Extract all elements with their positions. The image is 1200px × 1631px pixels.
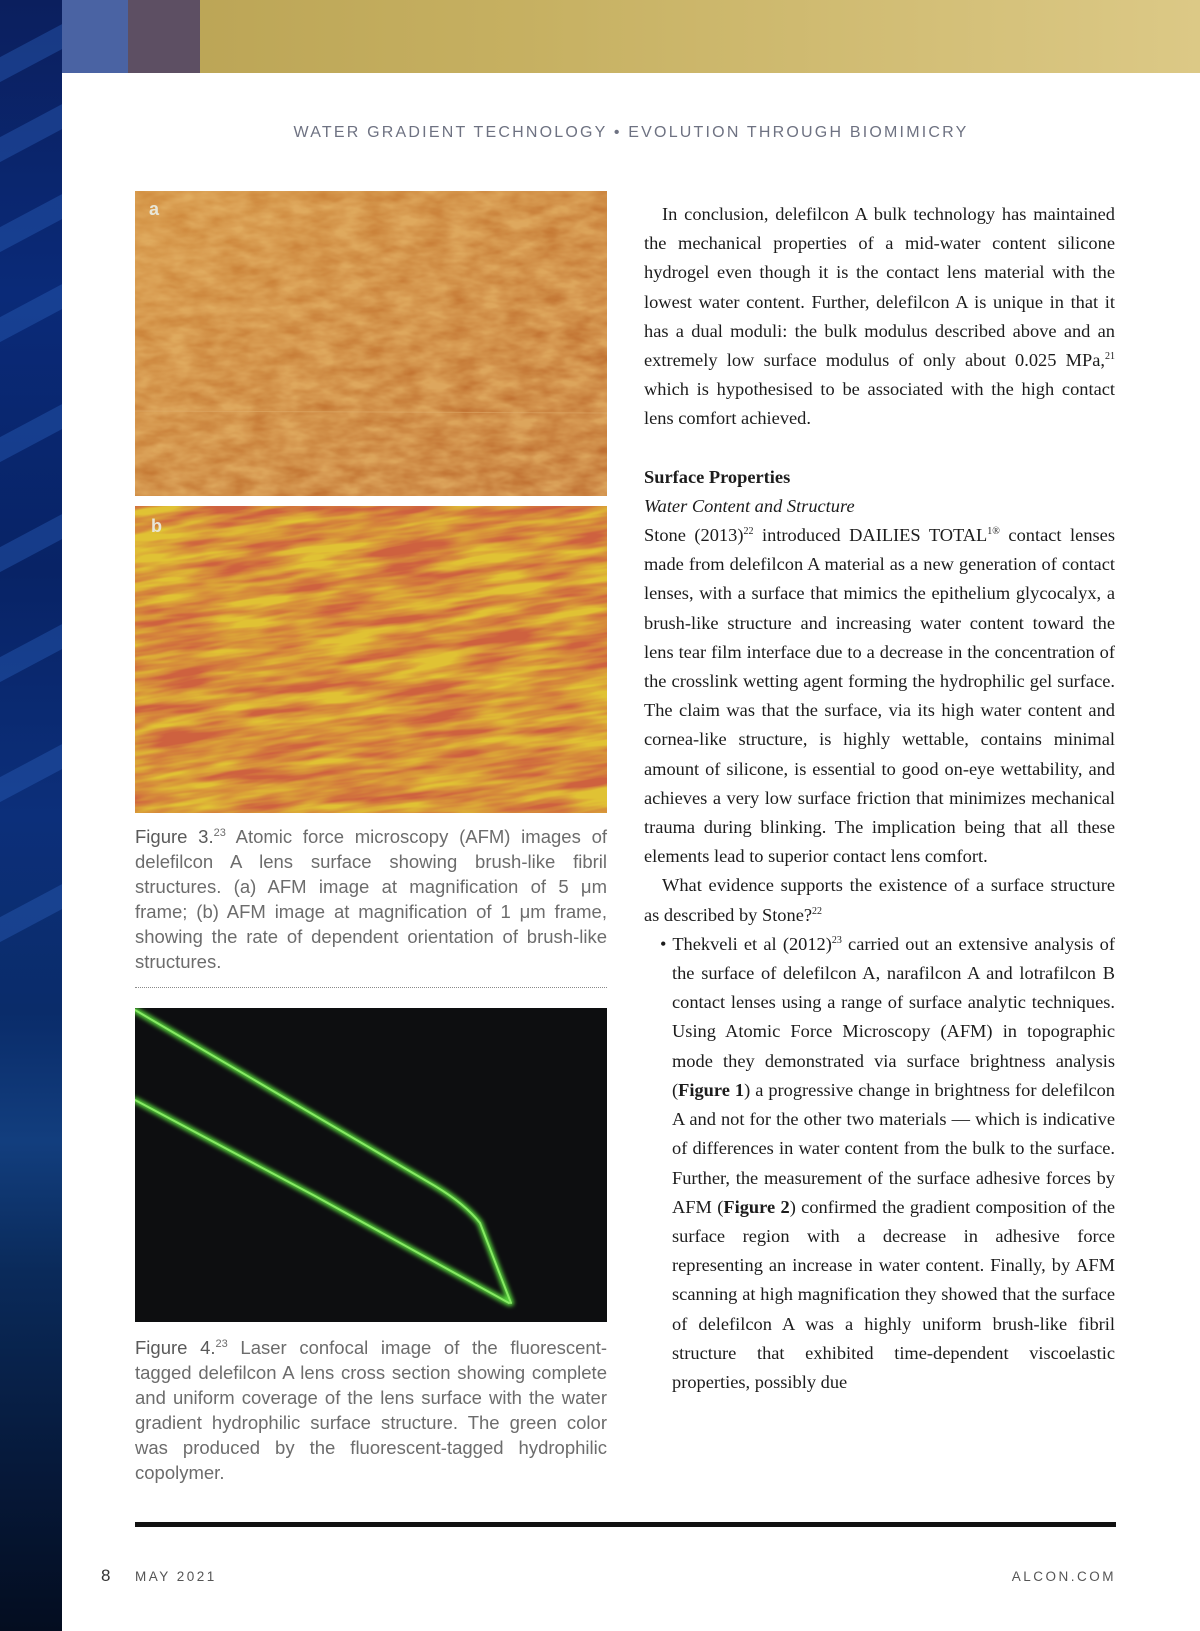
figure3-panel-b-label: b [151, 516, 162, 536]
footer-site: ALCON.COM [1011, 1569, 1116, 1584]
figure4-image [135, 1008, 607, 1322]
body-column [644, 200, 1115, 1397]
paragraph-stone [644, 521, 1115, 871]
paragraph-stone-text-3: contact lenses made from delefilcon A material as a new generation of contact lenses, with a surface that mimics the epithelium glycocalyx, a brush-like structure and increasing water content toward the lens tear film interface due to a decrease in the concentration of the crosslink wetting agent forming the hydrophilic gel surface. The claim was that the surface, via its high water content and cornea-like structure, is highly wettable, contains minimal amount of silicone, is essential to good on-eye wettability, and achieves a very low surface friction that minimizes mechanical trauma during blinking. The implication being that all these elements lead to superior contact lens comfort. [644, 525, 1115, 867]
reference-22: 22 [743, 525, 754, 537]
figure-divider [135, 987, 607, 988]
top-banner-gold [62, 0, 1200, 73]
top-banner-mauve-block [128, 0, 200, 73]
paragraph-evidence-text: What evidence supports the existence of a surface structure as described by Stone? [644, 875, 1115, 925]
figure4-caption-label: Figure 4. [135, 1337, 216, 1359]
figure4-caption-text: Laser confocal image of the fluorescent-tagged delefilcon A lens cross section showing complete and uniform coverage of the lens surface with the water gradient hydrophilic surface structure. The green color was produced by the fluorescent-tagged hydrophilic copolymer. [135, 1337, 608, 1484]
figure3-panel-a-label: a [149, 199, 160, 219]
reference-23: 23 [831, 934, 842, 946]
paragraph-conclusion [644, 200, 1115, 434]
bullet-thekveli-text: Thekveli et al (2012) [672, 933, 832, 954]
figure3-caption-ref: 23 [213, 827, 226, 839]
paragraph-evidence [644, 871, 1115, 929]
trademark-ref: 1® [987, 525, 1000, 537]
footer-rule [135, 1522, 1116, 1527]
figure3-panel-b-image [135, 506, 607, 813]
figure4-caption [135, 1332, 607, 1485]
figure3-caption-label: Figure 3. [135, 826, 214, 848]
bullet-thekveli-text-4: ) confirmed the gradient composition of the surface region with a decrease in adhesive force representing an increase in water content. Finally, by AFM scanning at high magnification they showed that the surface of delefilcon A was a highly uniform brush-like fibril structure that exhibited time-dependent viscoelastic properties, possibly due [672, 1196, 1115, 1392]
figure3-panel-a-image [135, 191, 607, 496]
bullet-thekveli-text-2: carried out an extensive analysis of the surface of delefilcon A, narafilcon A and lotrafilcon B contact lenses using a range of surface analytic techniques. Using Atomic Force Microscopy (AFM) in topographic mode they demonstrated via surface brightness analysis ( [672, 933, 1115, 1100]
paragraph-stone-text: Stone (2013) [644, 525, 744, 546]
section-heading: Surface Properties [644, 466, 791, 487]
running-head: WATER GRADIENT TECHNOLOGY • EVOLUTION THROUGH BIOMIMICRY [293, 124, 969, 141]
bullet-thekveli-text-3: ) a progressive change in brightness for delefilcon A and not for the other two materials — which is indicative of differences in water content from the bulk to the surface. Further, the measurement of the surface adhesive forces by AFM ( [672, 1079, 1115, 1217]
subsection-heading: Water Content and Structure [644, 495, 855, 516]
paragraph-conclusion-text: In conclusion, delefilcon A bulk technology has maintained the mechanical properties of a mid-water content silicone hydrogel even though it is the contact lens material with the lowest water content. Further, delefilcon A is unique in that it has a dual moduli: the bulk modulus described above and an extremely low surface modulus of only about 0.025 MPa, [644, 204, 1115, 371]
page-number: 8 [101, 1566, 111, 1585]
footer-date: MAY 2021 [135, 1569, 217, 1584]
paragraph-stone-text-2: introduced DAILIES TOTAL [753, 525, 988, 546]
top-banner-blue-block [62, 0, 128, 73]
reference-22b: 22 [812, 905, 823, 917]
paragraph-conclusion-text-end: which is hypothesised to be associated with the high contact lens comfort achieved. [644, 379, 1115, 429]
reference-21: 21 [1105, 350, 1115, 362]
bullet-thekveli: • Thekveli et al $(2012)^{23}$ carried out an extensive analysis of the surface of delefilcon A, narafilcon A and lotrafilcon B contact lenses using a range of surface analytic techniques. Using Atomic Force Microscopy (AFM) in topographic mode they demonstrated via surface brightness analysis (Figure 1) a progressive change in brightness for delefilcon A and not for the other two materials — which is indicative of differences in water content from the bulk to the surface. Further, the measurement of the surface adhesive forces by AFM (Figure 2) confirmed the gradient composition of the surface region with a decrease in adhesive force representing an increase in water content. Finally, by AFM scanning at high magnification they showed that the surface of delefilcon A was a highly uniform brush-like fibril structure that exhibited time-dependent viscoelastic properties, possibly due [660, 933, 1115, 1392]
figure3-caption [135, 821, 607, 974]
figure2-link[interactable]: Figure 2 [723, 1196, 790, 1217]
figure1-link[interactable]: Figure 1 [678, 1079, 745, 1100]
decorative-left-band [0, 0, 62, 1631]
figure3-caption-text: Atomic force microscopy (AFM) images of delefilcon A lens surface showing brush-like fibril structures. (a) AFM image at magnification of 5 μm frame; (b) AFM image at magnification of 1 μm frame, showing the rate of dependent orientation of brush-like structures. [135, 826, 607, 973]
figure4-caption-ref: 23 [215, 1338, 228, 1350]
